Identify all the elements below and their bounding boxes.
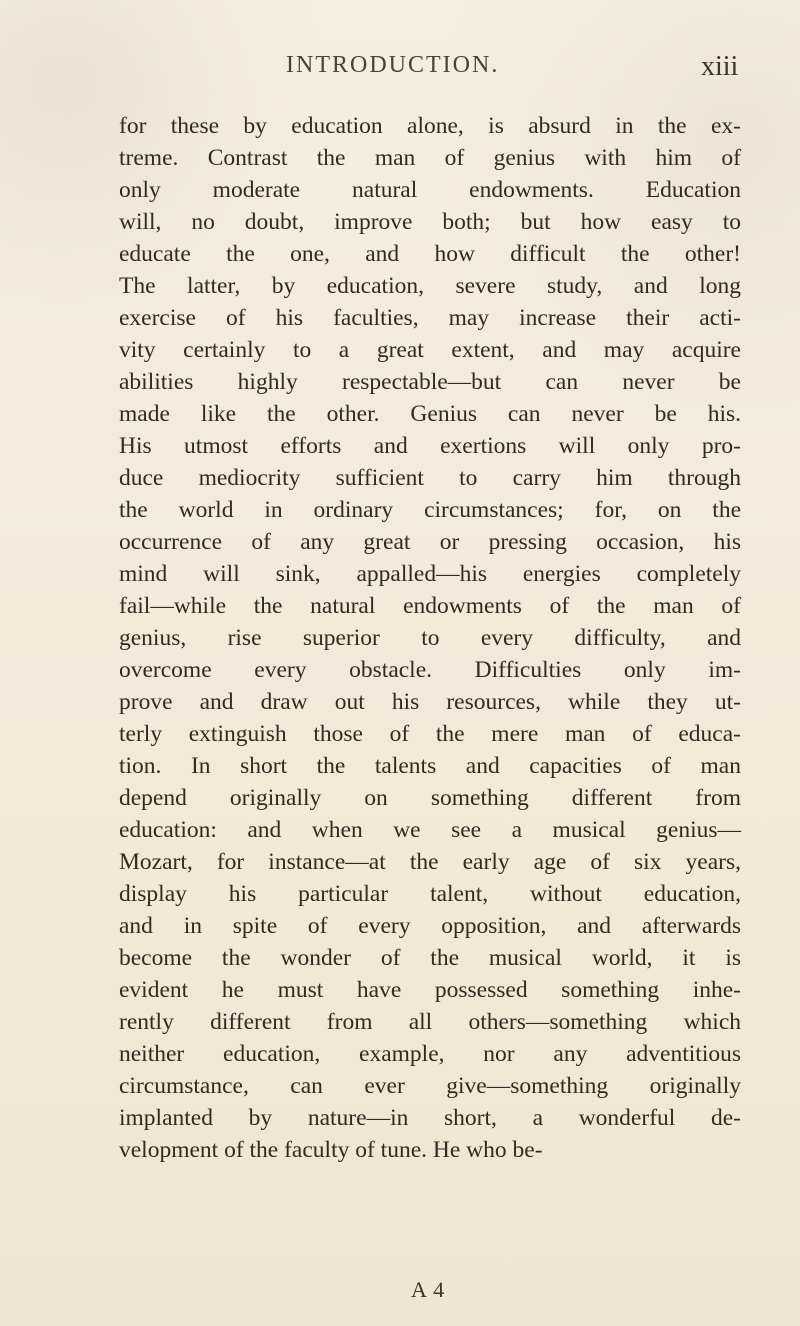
- text-line: for these by education alone, is absurd in the ex-: [119, 113, 741, 139]
- text-line: duce mediocrity sufficient to carry him through: [119, 465, 741, 491]
- text-line: depend originally on something different from: [119, 785, 741, 811]
- text-line: overcome every obstacle. Difficulties only im-: [119, 657, 741, 683]
- text-line: educate the one, and how difficult the other!: [119, 241, 741, 267]
- text-line: education: and when we see a musical genius—: [119, 817, 741, 843]
- page-number: xiii: [701, 51, 739, 82]
- text-line: exercise of his faculties, may increase their acti-: [119, 305, 741, 331]
- signature-mark: A 4: [411, 1277, 446, 1302]
- body-text: [119, 110, 741, 1166]
- text-line: treme. Contrast the man of genius with him of: [119, 145, 741, 171]
- text-line: abilities highly respectable—but can never be: [119, 369, 741, 395]
- text-line: and in spite of every opposition, and afterwards: [119, 913, 741, 939]
- text-line: the world in ordinary circumstances; for, on the: [119, 497, 741, 523]
- text-line: genius, rise superior to every difficulty, and: [119, 625, 741, 651]
- text-line: only moderate natural endowments. Education: [119, 177, 741, 203]
- text-line: occurrence of any great or pressing occasion, his: [119, 529, 741, 555]
- running-title: INTRODUCTION.: [286, 52, 500, 78]
- text-line: vity certainly to a great extent, and may acquire: [119, 337, 741, 363]
- text-line: neither education, example, nor any adventitious: [119, 1041, 741, 1067]
- text-line: tion. In short the talents and capacities of man: [119, 753, 741, 779]
- text-line: The latter, by education, severe study, and long: [119, 273, 741, 299]
- text-line: prove and draw out his resources, while they ut-: [119, 689, 741, 715]
- text-line: display his particular talent, without education,: [119, 881, 741, 907]
- text-line: evident he must have possessed something inhe-: [119, 977, 741, 1003]
- text-line: will, no doubt, improve both; but how easy to: [119, 209, 741, 235]
- text-line: circumstance, can ever give—something originally: [119, 1073, 741, 1099]
- text-line: made like the other. Genius can never be his.: [119, 401, 741, 427]
- text-line: His utmost efforts and exertions will only pro-: [119, 433, 741, 459]
- text-line: mind will sink, appalled—his energies completely: [119, 561, 741, 587]
- text-line: implanted by nature—in short, a wonderful de-: [119, 1105, 741, 1131]
- text-line: velopment of the faculty of tune. He who be-: [119, 1137, 543, 1163]
- text-line: rently different from all others—something which: [119, 1009, 741, 1035]
- text-line: terly extinguish those of the mere man of educa-: [119, 721, 741, 747]
- page-header: [0, 52, 800, 80]
- text-line: Mozart, for instance—at the early age of six years,: [119, 849, 741, 875]
- text-line: fail—while the natural endowments of the man of: [119, 593, 741, 619]
- text-line: become the wonder of the musical world, it is: [119, 945, 741, 971]
